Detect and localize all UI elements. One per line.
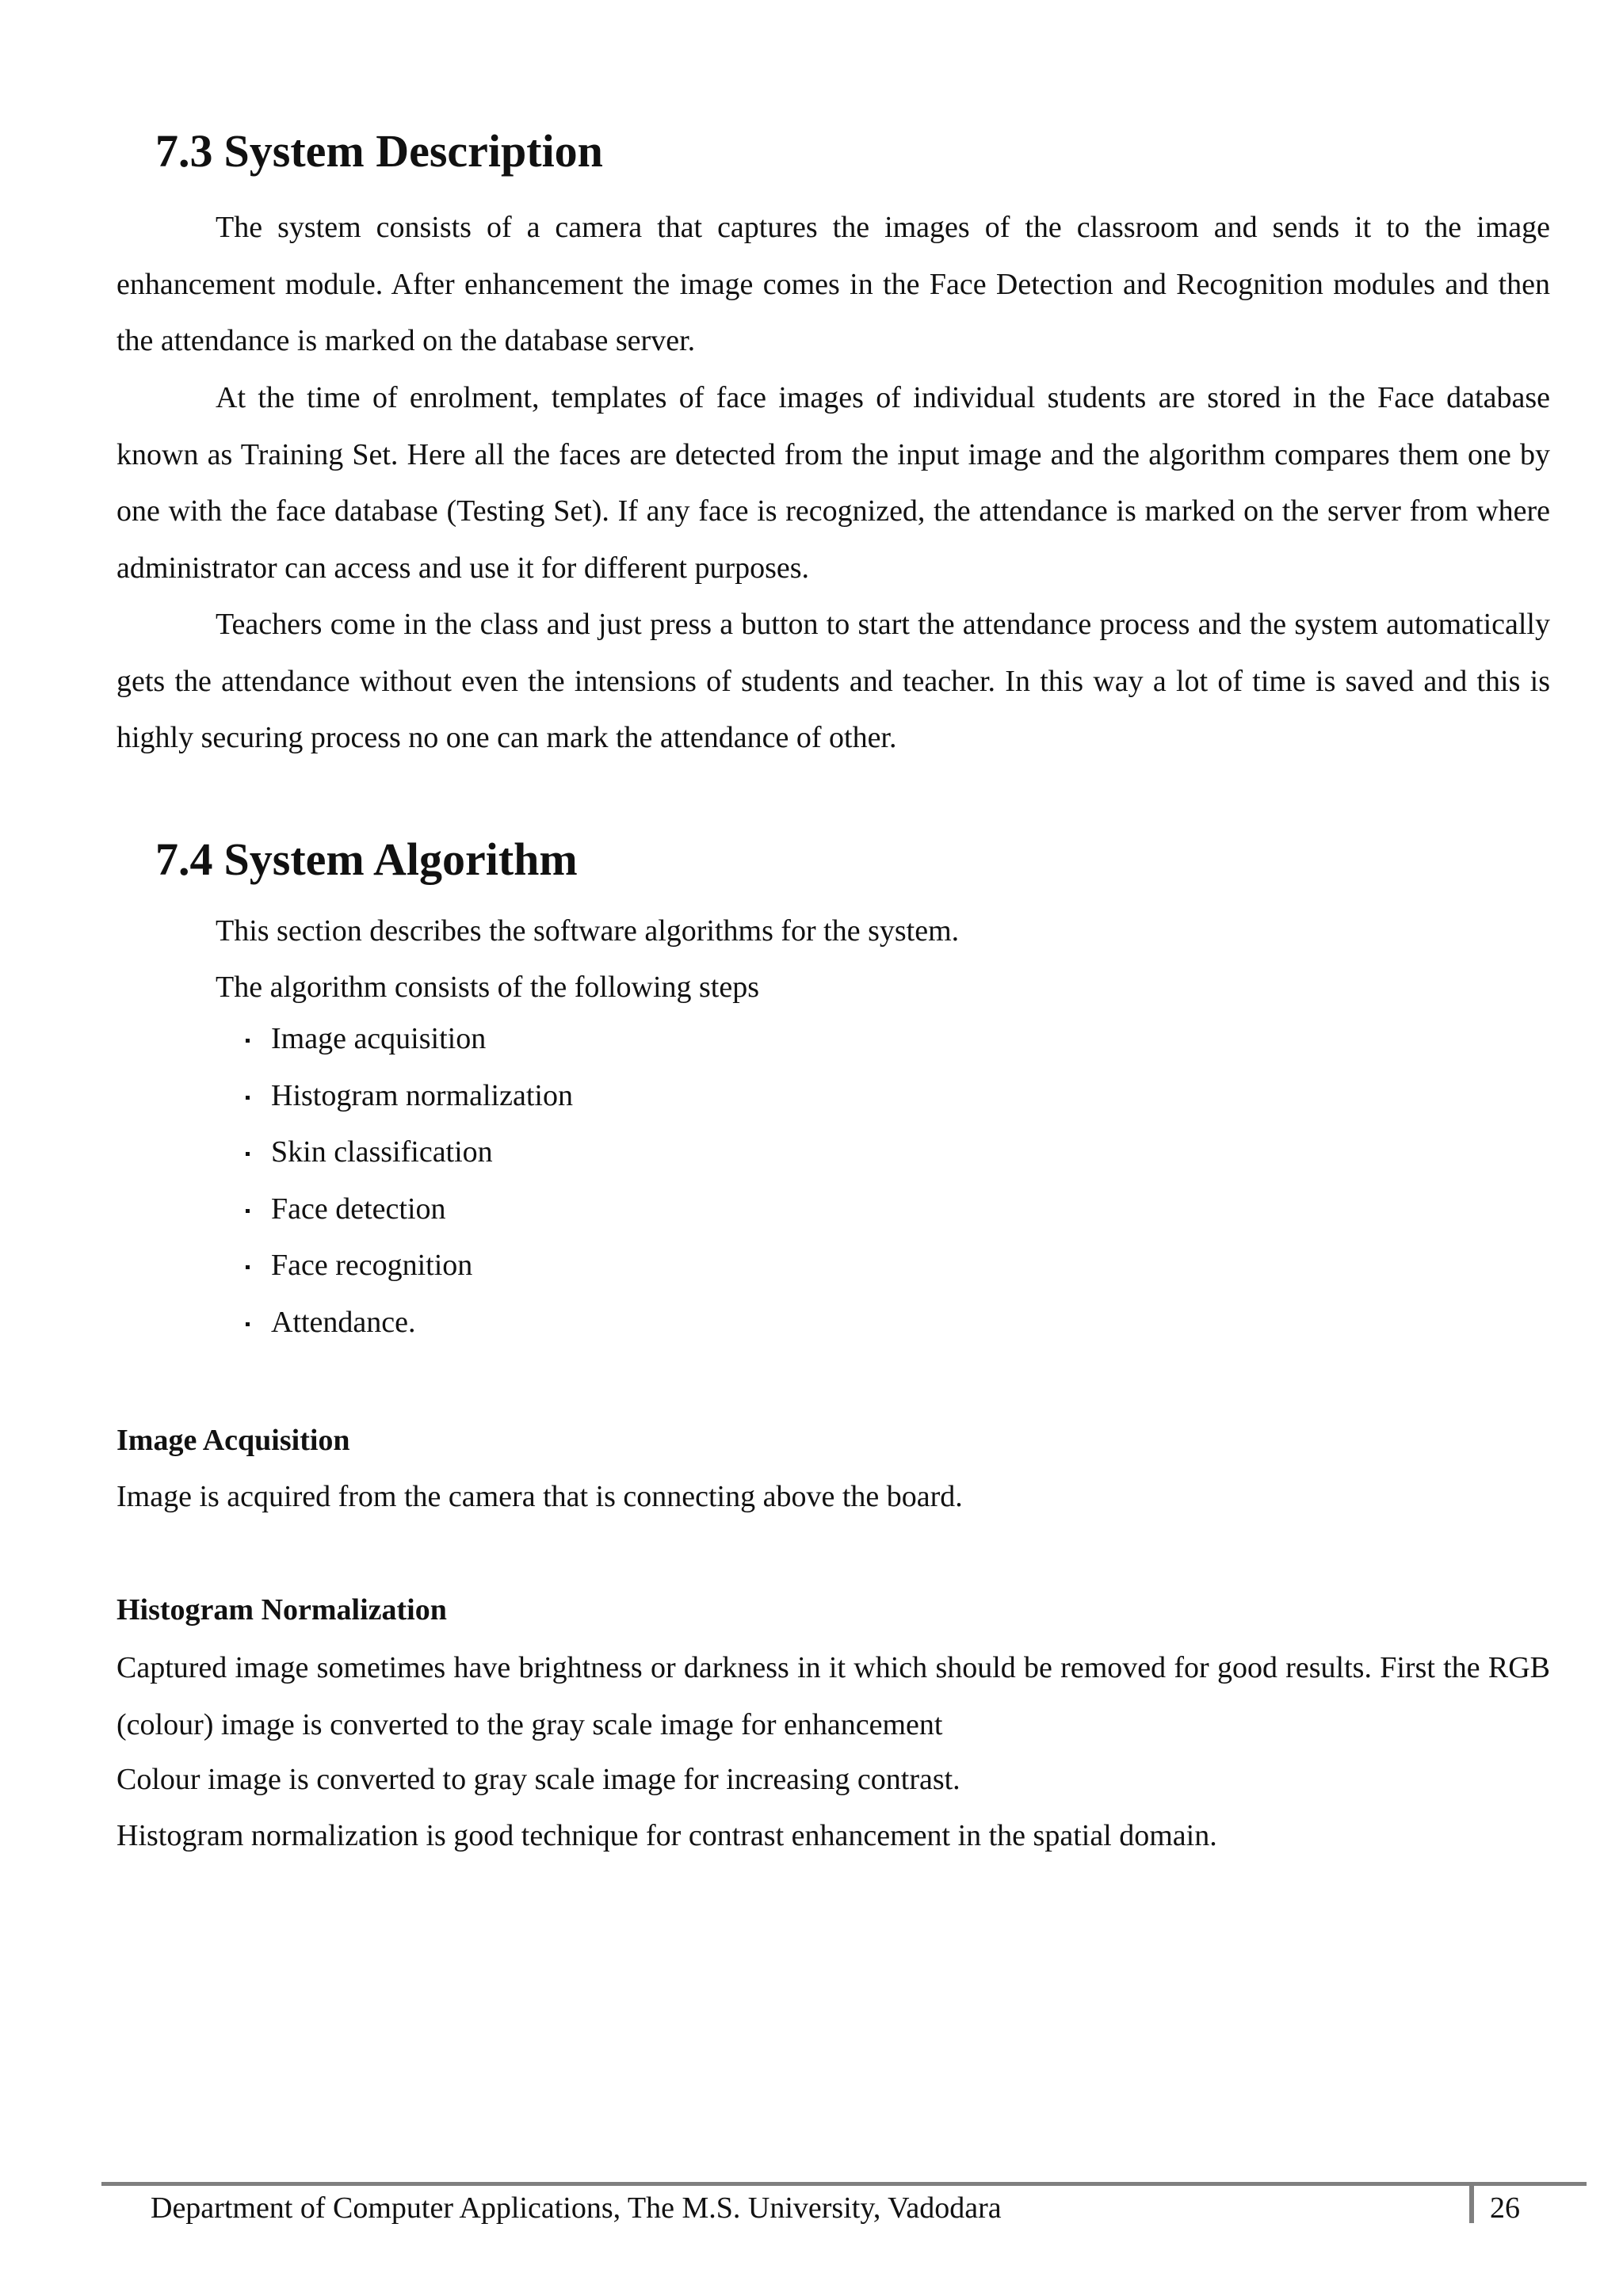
bullet-icon	[246, 1152, 250, 1156]
bullet-icon	[246, 1209, 250, 1213]
bullet-icon	[246, 1322, 250, 1326]
histogram-paragraph-3: Histogram normalization is good technique for contrast enhancement in the spatial domain.	[116, 1819, 1217, 1852]
footer-divider	[101, 2182, 1587, 2186]
histogram-paragraph-1: Captured image sometimes have brightness or darkness in it which should be removed for good results. First the RGB (colour) image is converted to the gray scale image for enhancement	[116, 1651, 1550, 1741]
algorithm-intro-line-2: The algorithm consists of the following steps	[216, 971, 760, 1004]
list-item	[238, 1135, 573, 1192]
image-acquisition-heading: Image Acquisition	[116, 1424, 350, 1457]
section-number: 7.4	[155, 833, 213, 885]
section-heading-7-4	[155, 833, 578, 885]
step-label: Face recognition	[271, 1249, 473, 1282]
footer-department: Department of Computer Applications, The M.S. University, Vadodara	[151, 2191, 1002, 2225]
algorithm-intro-line-1: This section describes the software algorithms for the system.	[216, 914, 960, 948]
paragraph-teachers: Teachers come in the class and just press a button to start the attendance process and the system automatically gets the attendance without even the intensions of students and teacher. In this way a lot of time is saved and this is highly securing process no one can mark the attendance of other.	[116, 608, 1550, 754]
list-item	[238, 1248, 573, 1305]
list-item	[238, 1192, 573, 1249]
list-item	[238, 1305, 573, 1362]
footer-separator	[1469, 2185, 1474, 2223]
bullet-icon	[246, 1265, 250, 1269]
list-item	[238, 1078, 573, 1135]
list-item	[238, 1021, 573, 1078]
page-number: 26	[1490, 2191, 1520, 2225]
step-label: Face detection	[271, 1192, 446, 1226]
step-label: Skin classification	[271, 1135, 493, 1169]
section-heading-7-3	[155, 125, 603, 177]
histogram-paragraph-2: Colour image is converted to gray scale image for increasing contrast.	[116, 1763, 960, 1796]
section-title: System Description	[223, 125, 603, 177]
bullet-icon	[246, 1039, 250, 1043]
algorithm-steps-list	[238, 1021, 573, 1361]
paragraph-enrolment: At the time of enrolment, templates of face images of individual students are stored in the Face database known as Training Set. Here all the faces are detected from the input image and the algorithm compares them one by one with the face database (Testing Set). If any face is recognized, the attendance is marked on the server from where administrator can access and use it for different purposes.	[116, 381, 1550, 585]
image-acquisition-text: Image is acquired from the camera that is connecting above the board.	[116, 1480, 963, 1513]
section-title: System Algorithm	[223, 833, 578, 885]
section-number: 7.3	[155, 125, 213, 177]
step-label: Image acquisition	[271, 1022, 487, 1055]
paragraph-system-overview: The system consists of a camera that captures the images of the classroom and sends it to the image enhancement module. After enhancement the image comes in the Face Detection and Recognition modules and then the attendance is marked on the database server.	[116, 211, 1550, 357]
step-label: Histogram normalization	[271, 1078, 573, 1112]
bullet-icon	[246, 1096, 250, 1100]
step-label: Attendance.	[271, 1305, 416, 1339]
histogram-normalization-heading: Histogram Normalization	[116, 1593, 447, 1627]
